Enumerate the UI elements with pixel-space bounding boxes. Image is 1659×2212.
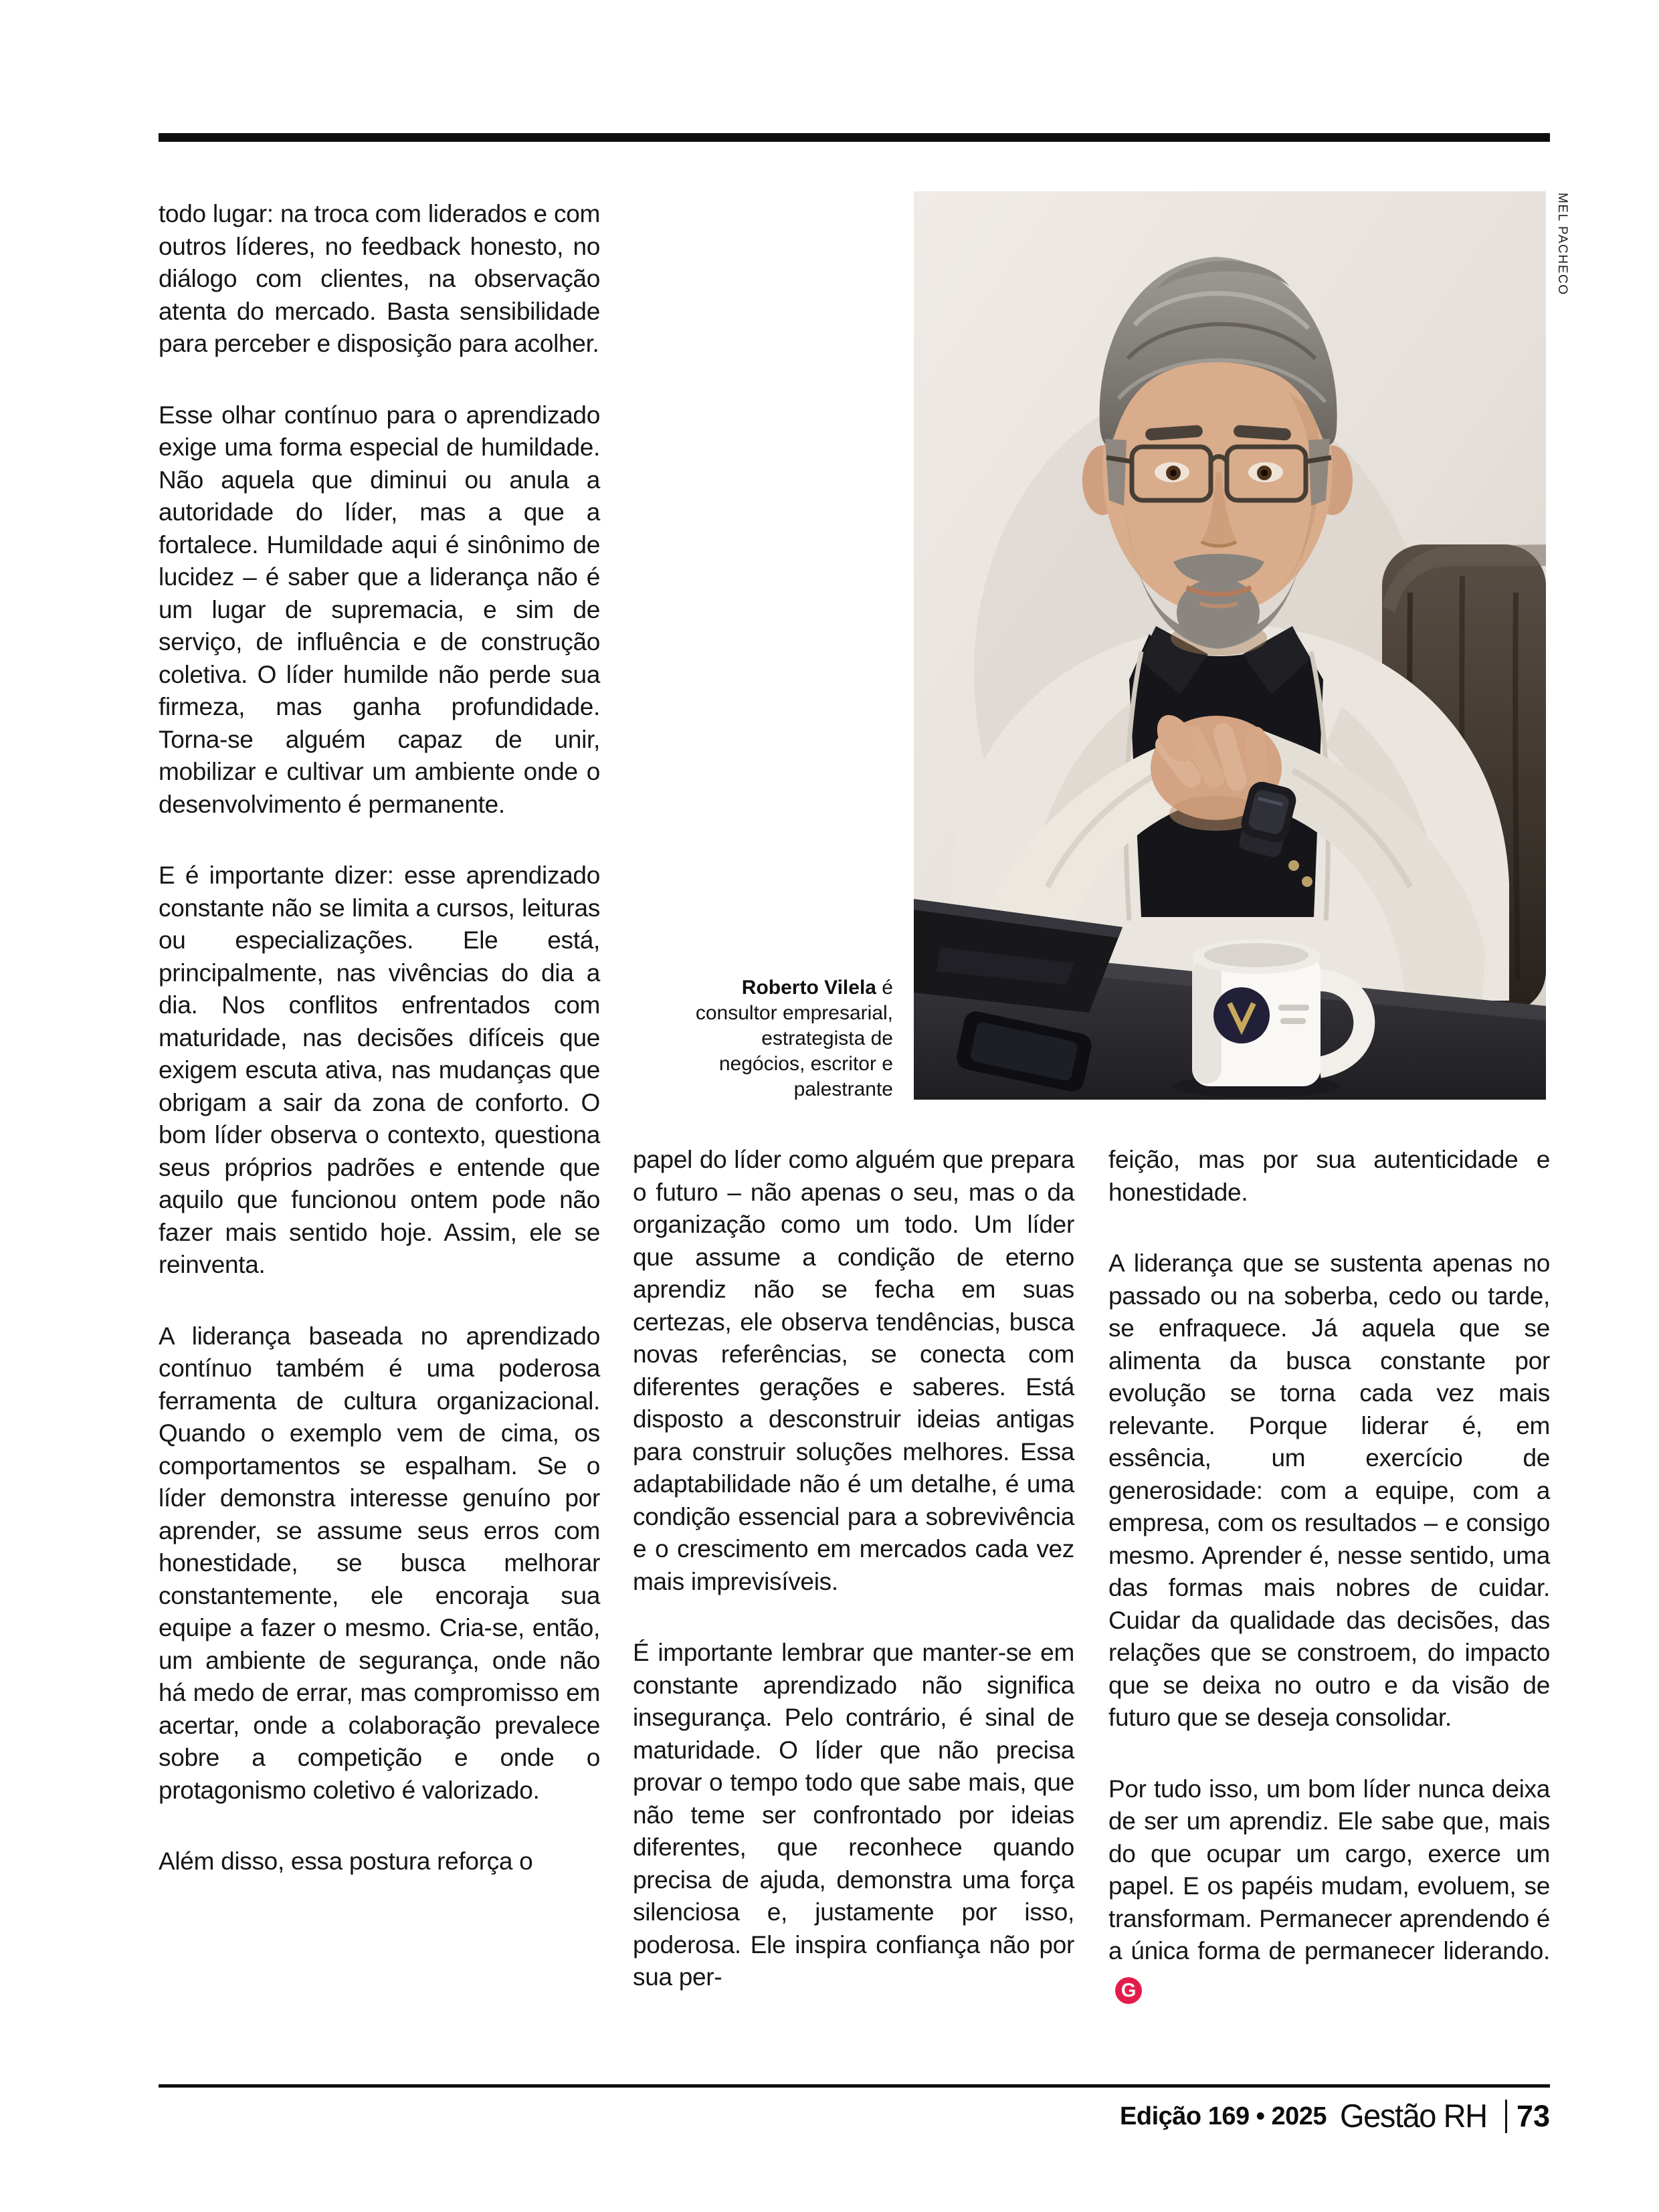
caption-name-suffix: é [876,977,893,999]
paragraph: A liderança que se sustenta apenas no passado ou na soberba, cedo ou tarde, se enfraquece. Já aquela que se alimenta da busca constante por evolução se torna cada vez mais relevante. Porque liderar é, em essência, um exercício de generosidade: com a equipe, com a empresa, com os resultados – e consigo mesmo. Aprender é, nesse sentido, uma das formas mais nobres de cuidar. Cuidar da qualidade das decisões, das relações que se constroem, do impacto que se deixa no outro e da visão de futuro que se deseja consolidar. [1108,1249,1550,1731]
caption-name: Roberto Vilela [741,977,876,999]
page-number: 73 [1516,2099,1550,2133]
page-footer [1120,2098,1550,2135]
edition-label: Edição 169 • 2025 [1120,2102,1327,2130]
paragraph: A liderança baseada no aprendizado contínuo também é uma poderosa ferramenta de cultura organizacional. Quando o exemplo vem de cima, os comportamentos se espalham. Se o líder demonstra interesse genuíno por aprender, se assume seus erros com honestidade, se busca melhorar constantemente, ele encoraja sua equipe a fazer o mesmo. Cria-se, então, um ambiente de segurança, onde não há medo de errar, mas compromisso em acertar, onde a colaboração prevalece sobre a competição e onde o protagonismo coletivo é valorizado. [159,1322,600,1804]
paragraph-text: Por tudo isso, um bom líder nunca deixa de ser um aprendiz. Ele sabe que, mais do que ocupar um cargo, exerce um papel. E os papéis mudam, evoluem, se transformam. Permanecer aprendendo é a única forma de permanecer liderando. [1108,1775,1550,1965]
portrait-photo-illustration [914,191,1546,1100]
footer-divider [1505,2100,1507,2133]
caption-line: negócios, escritor e [718,1053,893,1075]
portrait-photo [914,191,1546,1100]
paragraph: feição, mas por sua autenticidade e honestidade. [1108,1146,1550,1206]
paragraph: E é importante dizer: esse aprendizado constante não se limita a cursos, leituras ou especializações. Ele está, principalmente, nas vivências do dia a dia. Nos conflitos enfrentados com maturidade, nas decisões difíceis que exigem escuta ativa, nas mudanças que obrigam a sair da zona de conforto. O bom líder observa o contexto, questiona seus próprios padrões e entende que aquilo que funcionou ontem pode não fazer mais sentido hoje. Assim, ele se reinventa. [159,862,600,1278]
paragraph: papel do líder como alguém que prepara o futuro – não apenas o seu, mas o da organização como um todo. Um líder que assume a condição de eterno aprendiz não se fecha em suas certezas, ele observa tendências, busca novas referências, se conecta com diferentes gerações e saberes. Está disposto a desconstruir ideias antigas para construir soluções melhores. Essa adaptabilidade não é um detalhe, é uma condição essencial para a sobrevivência e o crescimento em mercados cada vez mais imprevisíveis. [633,1146,1074,1595]
paragraph [1108,1773,1550,2004]
article-column-left [159,198,600,1878]
caption-line [632,975,893,1001]
gestao-rh-endmark-icon: G [1115,1977,1142,2004]
article-column-right [1108,1144,1550,2004]
top-rule [159,133,1550,142]
caption-line: palestrante [793,1078,893,1100]
caption-line: estrategista de [761,1027,893,1049]
footer-rule [159,2084,1550,2088]
article-column-middle [633,1144,1074,1994]
photo-credit: MEL PACHECO [1555,193,1569,296]
brand-wordmark: Gestão RH [1340,2098,1487,2134]
cuff-button [1302,876,1312,887]
cuff-button [1288,860,1299,871]
paragraph: É importante lembrar que manter-se em constante aprendizado não significa insegurança. Pelo contrário, é sinal de maturidade. O líder que não precisa provar o tempo todo que sabe mais, que não teme ser confrontado por ideias diferentes, que reconhece quando precisa de ajuda, demonstra uma força silenciosa e, justamente por isso, poderosa. Ele inspira confiança não por sua per- [633,1639,1074,1991]
caption-line: consultor empresarial, [695,1002,893,1024]
mug-logo [1213,987,1270,1043]
photo-caption [632,975,893,1102]
paragraph: todo lugar: na troca com liderados e com outros líderes, no feedback honesto, no diálogo com clientes, na observação atenta do mercado. Basta sensibilidade para perceber e disposição para acolher. [159,200,600,357]
paragraph: Além disso, essa postura reforça o [159,1847,533,1875]
paragraph: Esse olhar contínuo para o aprendizado exige uma forma especial de humildade. Não aquela que diminui ou anula a autoridade do líder, mas a que a fortalece. Humildade aqui é sinônimo de lucidez – é saber que a liderança não é um lugar de supremacia, e sim de serviço, de influência e de construção coletiva. O líder humilde não perde sua firmeza, mas ganha profundidade. Torna-se alguém capaz de unir, mobilizar e cultivar um ambiente onde o desenvolvimento é permanente. [159,401,600,818]
